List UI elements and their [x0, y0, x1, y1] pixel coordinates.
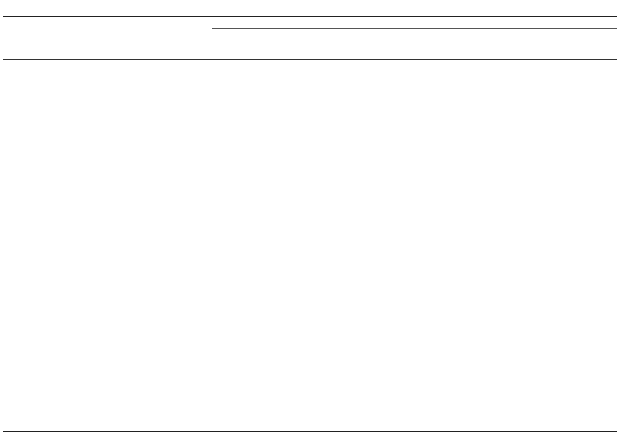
data-table	[3, 16, 617, 432]
group-underline	[212, 28, 617, 29]
table-header	[3, 17, 617, 60]
